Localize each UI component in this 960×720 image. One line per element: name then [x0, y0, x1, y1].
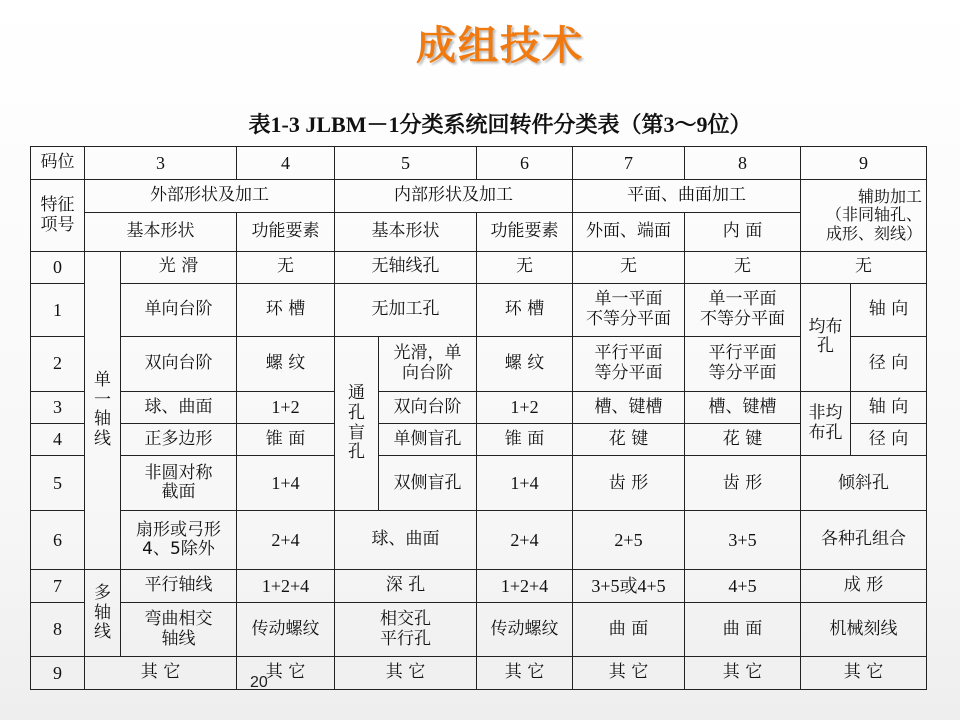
cell-c4: 其 它	[237, 657, 335, 690]
slide-title: 成组技术	[416, 23, 584, 69]
cell-c9: 成 形	[801, 570, 927, 602]
cell-c3: 双向台阶	[121, 336, 237, 391]
group-aux: 辅助加工 （非同轴孔、 成形、刻线）	[801, 180, 927, 251]
cell-c5: 单侧盲孔	[379, 424, 477, 456]
cell-c4: 传动螺纹	[237, 602, 335, 657]
col-header-5: 5	[335, 147, 477, 180]
cell-c4: 2+4	[237, 511, 335, 570]
cell-c7: 平行平面 等分平面	[573, 336, 685, 391]
cell-c7: 单一平面 不等分平面	[573, 283, 685, 336]
table-row	[31, 391, 927, 423]
cell-c4: 无	[237, 251, 335, 283]
cell-c6: 环 槽	[477, 283, 573, 336]
cell-c9: 轴 向	[851, 391, 927, 423]
sub-header-c7: 外面、端面	[573, 212, 685, 251]
group-external: 外部形状及加工	[85, 180, 335, 212]
table-row	[31, 147, 927, 180]
cell-c7: 花 键	[573, 424, 685, 456]
cell-c7: 槽、键槽	[573, 391, 685, 423]
cell-c8: 3+5	[685, 511, 801, 570]
cell-c4: 环 槽	[237, 283, 335, 336]
table-row	[31, 180, 927, 212]
table-row	[31, 336, 927, 391]
cell-c3: 弯曲相交 轴线	[121, 602, 237, 657]
cell-c3: 球、曲面	[121, 391, 237, 423]
cell-c8: 4+5	[685, 570, 801, 602]
cell-c8: 其 它	[685, 657, 801, 690]
row-number: 1	[31, 283, 85, 336]
cell-c9: 其 它	[801, 657, 927, 690]
cell-c4: 螺 纹	[237, 336, 335, 391]
cell-c5: 双向台阶	[379, 391, 477, 423]
cell-c7: 齿 形	[573, 456, 685, 511]
cell-c3: 平行轴线	[121, 570, 237, 602]
cell-c5: 无加工孔	[335, 283, 477, 336]
cell-c4: 锥 面	[237, 424, 335, 456]
cell-c9: 径 向	[851, 336, 927, 391]
cell-c7: 2+5	[573, 511, 685, 570]
cell-c3: 光 滑	[121, 251, 237, 283]
cell-c3: 其 它	[85, 657, 237, 690]
cell-c6: 无	[477, 251, 573, 283]
row-number: 7	[31, 570, 85, 602]
cell-c8: 单一平面 不等分平面	[685, 283, 801, 336]
row-number: 0	[31, 251, 85, 283]
cell-c8: 槽、键槽	[685, 391, 801, 423]
sub-header-c5: 基本形状	[335, 212, 477, 251]
row-number: 6	[31, 511, 85, 570]
table-row	[31, 570, 927, 602]
col-header-6: 6	[477, 147, 573, 180]
cell-c3: 扇形或弓形 4、5除外	[121, 511, 237, 570]
col-header-8: 8	[685, 147, 801, 180]
cell-c6: 1+2	[477, 391, 573, 423]
cell-c8: 曲 面	[685, 602, 801, 657]
row-number: 3	[31, 391, 85, 423]
row-number: 5	[31, 456, 85, 511]
group-uniform-holes: 均布 孔	[801, 283, 851, 391]
table-caption: 表1-3 JLBM－1分类系统回转件分类表（第3～9位）	[248, 112, 752, 137]
group-internal: 内部形状及加工	[335, 180, 573, 212]
cell-c4: 1+2+4	[237, 570, 335, 602]
feature-item-label: 特征 项号	[31, 180, 85, 251]
cell-c6: 锥 面	[477, 424, 573, 456]
col-header-9: 9	[801, 147, 927, 180]
table-row	[31, 657, 927, 690]
table-row	[31, 251, 927, 283]
code-position-label: 码位	[31, 147, 85, 180]
cell-c5: 其 它	[335, 657, 477, 690]
cell-c6: 其 它	[477, 657, 573, 690]
cell-c6: 螺 纹	[477, 336, 573, 391]
group-multi-axis: 多 轴 线	[85, 570, 121, 657]
cell-c3: 单向台阶	[121, 283, 237, 336]
table-row	[31, 602, 927, 657]
cell-c9: 倾斜孔	[801, 456, 927, 511]
sub-header-c8: 内 面	[685, 212, 801, 251]
cell-c7: 其 它	[573, 657, 685, 690]
classification-table	[30, 146, 927, 690]
col-header-4: 4	[237, 147, 335, 180]
row-number: 4	[31, 424, 85, 456]
group-nonuniform-holes: 非均 布孔	[801, 391, 851, 456]
row-number: 2	[31, 336, 85, 391]
cell-c3: 正多边形	[121, 424, 237, 456]
row-number: 8	[31, 602, 85, 657]
cell-c9: 机械刻线	[801, 602, 927, 657]
table-row	[31, 283, 927, 336]
cell-c5: 双侧盲孔	[379, 456, 477, 511]
cell-c9: 无	[801, 251, 927, 283]
group-plane: 平面、曲面加工	[573, 180, 801, 212]
table-row	[31, 511, 927, 570]
cell-c8: 无	[685, 251, 801, 283]
cell-c5: 光滑，单 向台阶	[379, 336, 477, 391]
cell-c8: 齿 形	[685, 456, 801, 511]
table-row	[31, 212, 927, 251]
cell-c6: 1+2+4	[477, 570, 573, 602]
cell-c5: 无轴线孔	[335, 251, 477, 283]
cell-c6: 传动螺纹	[477, 602, 573, 657]
cell-c5: 深 孔	[335, 570, 477, 602]
cell-c4: 1+2	[237, 391, 335, 423]
sub-header-c4: 功能要素	[237, 212, 335, 251]
page-number: 20	[250, 674, 268, 691]
table-row	[31, 424, 927, 456]
cell-c5: 相交孔 平行孔	[335, 602, 477, 657]
sub-header-c6: 功能要素	[477, 212, 573, 251]
cell-c7: 3+5或4+5	[573, 570, 685, 602]
cell-c9: 轴 向	[851, 283, 927, 336]
col-header-7: 7	[573, 147, 685, 180]
sub-header-c3: 基本形状	[85, 212, 237, 251]
cell-c9: 径 向	[851, 424, 927, 456]
group-through-blind: 通 孔 盲 孔	[335, 336, 379, 511]
cell-c8: 平行平面 等分平面	[685, 336, 801, 391]
cell-c6: 2+4	[477, 511, 573, 570]
cell-c7: 曲 面	[573, 602, 685, 657]
cell-c3: 非圆对称 截面	[121, 456, 237, 511]
row-number: 9	[31, 657, 85, 690]
cell-c5: 球、曲面	[335, 511, 477, 570]
col-header-3: 3	[85, 147, 237, 180]
table-row	[31, 456, 927, 511]
group-single-axis: 单 一 轴 线	[85, 251, 121, 570]
cell-c9: 各种孔组合	[801, 511, 927, 570]
cell-c7: 无	[573, 251, 685, 283]
cell-c6: 1+4	[477, 456, 573, 511]
cell-c4: 1+4	[237, 456, 335, 511]
cell-c8: 花 键	[685, 424, 801, 456]
